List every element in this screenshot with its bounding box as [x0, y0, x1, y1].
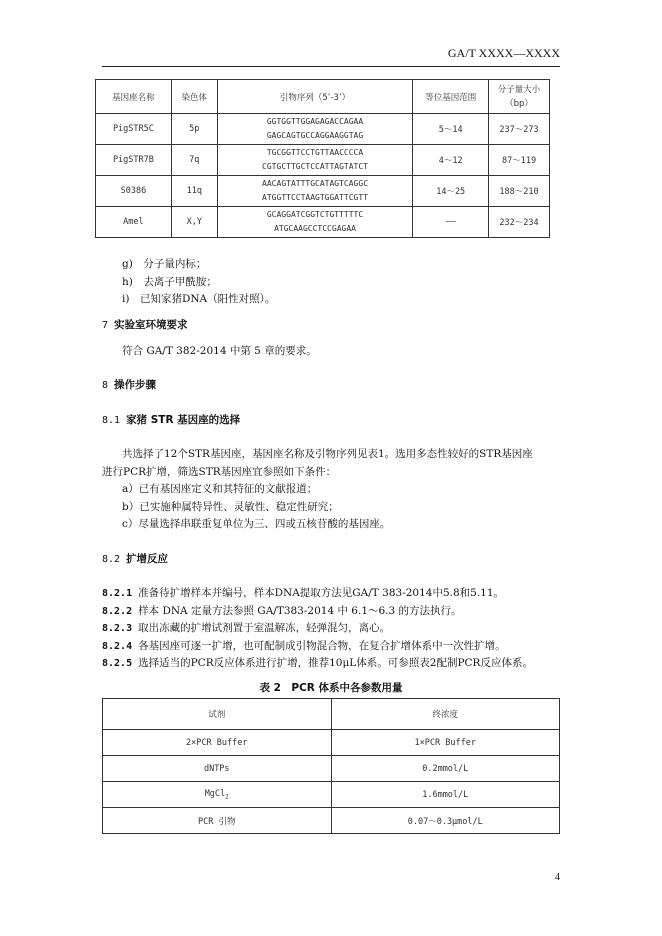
primer-reverse: ATGCAAGCCTCCGAGAA: [274, 224, 356, 233]
col-header-allele-range: 等位基因范围: [413, 80, 489, 114]
list-item: i) 已知家猪DNA（阳性对照）。: [122, 293, 276, 305]
subsection-heading: [102, 552, 168, 567]
list-item: b）已实施种属特异性、灵敏性、稳定性研究；: [122, 501, 339, 513]
step-text: 样本 DNA 定量方法参照 GA/T383-2014 中 6.1～6.3 的方法执行。: [138, 605, 462, 617]
section-number: 7: [102, 320, 109, 331]
primer-forward: GGTGGTTGGAGAGACCAGAA: [266, 117, 364, 126]
primer-table: [95, 79, 550, 238]
step-item: [102, 656, 533, 671]
col-header-reagent: 试剂: [103, 699, 332, 730]
step-text: 选择适当的PCR反应体系进行扩增，推荐10μL体系。可参照表2配制PCR反应体系。: [138, 657, 533, 669]
paragraph: 进行PCR扩增，筛选STR基因座宜参照如下条件：: [102, 466, 337, 478]
concentration-cell: 0.2mmol/L: [331, 756, 560, 782]
size-cell: 232～234: [489, 207, 550, 238]
table-row: [103, 808, 560, 834]
reagent-cell: [103, 782, 332, 808]
header-rule: [102, 66, 560, 67]
table-row: [103, 730, 560, 756]
col-header-chromosome: 染色体: [171, 80, 217, 114]
doc-code: GA/T XXXX—XXXX: [447, 46, 560, 60]
chromosome-cell: X,Y: [171, 207, 217, 238]
paragraph: 共选择了12个STR基因座，基因座名称及引物序列见表1。选用多态性较好的STR基因座: [122, 448, 533, 460]
step-item: [102, 586, 504, 601]
concentration-cell: 1.6mmol/L: [331, 782, 560, 808]
step-number: 8.2.5: [102, 658, 133, 669]
step-number: 8.2.2: [102, 606, 133, 617]
pcr-parameter-table: [102, 698, 560, 834]
locus-cell: PigSTR5C: [96, 114, 172, 145]
allele-range-cell: 14～25: [413, 176, 489, 207]
list-item: h) 去离子甲酰胺；: [122, 276, 217, 288]
step-item: [102, 604, 462, 619]
primer-reverse: ATGGTTCCTAAGTGGATTCGTT: [262, 193, 369, 202]
reagent-name: MgCl: [204, 788, 226, 799]
primer-forward: TGCGGTTCCTGTTAACCCCA: [266, 148, 364, 157]
chromosome-cell: 5p: [171, 114, 217, 145]
section-number: 8.2: [102, 554, 121, 565]
section-number: 8: [102, 380, 109, 391]
section-heading: [102, 378, 156, 393]
primer-cell: [217, 114, 413, 145]
col-header-primer: 引物序列（5’-3’）: [217, 80, 413, 114]
allele-range-cell: 5～14: [413, 114, 489, 145]
primer-cell: [217, 176, 413, 207]
table-row: [96, 207, 550, 238]
reagent-subscript: 2: [225, 793, 229, 801]
allele-range-cell: ——: [413, 207, 489, 238]
table-row: [96, 114, 550, 145]
table-row: [103, 782, 560, 808]
col-header-locus: 基因座名称: [96, 80, 172, 114]
step-number: 8.2.4: [102, 641, 133, 652]
primer-reverse: CGTGCTTGCTCCATTAGTATCT: [262, 162, 369, 171]
col-header-concentration: 终浓度: [331, 699, 560, 730]
locus-cell: S0386: [96, 176, 172, 207]
section-title: 家猪 STR 基因座的选择: [126, 414, 241, 426]
table-row: [96, 176, 550, 207]
table-row: [96, 145, 550, 176]
allele-range-cell: 4～12: [413, 145, 489, 176]
size-cell: 237～273: [489, 114, 550, 145]
table-header-row: [103, 699, 560, 730]
reagent-cell: PCR 引物: [103, 808, 332, 834]
primer-cell: [217, 145, 413, 176]
concentration-cell: 0.07～0.3μmol/L: [331, 808, 560, 834]
page-number: 4: [555, 872, 560, 883]
step-text: 各基因座可逐一扩增，也可配制成引物混合物，在复合扩增体系中一次性扩增。: [138, 640, 506, 652]
paragraph: 符合 GA/T 382-2014 中第 5 章的要求。: [122, 345, 317, 357]
primer-forward: GCAGGATCGGTCTGTTTTTC: [266, 210, 364, 219]
reagent-cell: 2×PCR Buffer: [103, 730, 332, 756]
chromosome-cell: 7q: [171, 145, 217, 176]
section-title: 扩增反应: [126, 553, 169, 565]
section-title: 操作步骤: [114, 379, 157, 391]
reagent-cell: dNTPs: [103, 756, 332, 782]
chromosome-cell: 11q: [171, 176, 217, 207]
list-item: a）已有基因座定义和其特征的文献报道；: [122, 483, 318, 495]
step-item: [102, 621, 390, 636]
locus-cell: Amel: [96, 207, 172, 238]
primer-forward: AACAGTATTTGCATAGTCAGGC: [262, 179, 369, 188]
subsection-heading: [102, 413, 240, 428]
locus-cell: PigSTR7B: [96, 145, 172, 176]
step-item: [102, 639, 506, 654]
size-cell: 87～119: [489, 145, 550, 176]
table-header-row: [96, 80, 550, 114]
primer-reverse: GAGCAGTGCCAGGAAGGTAG: [266, 131, 364, 140]
primer-cell: [217, 207, 413, 238]
col-header-size: 分子量大小（bp）: [489, 80, 550, 114]
table-row: [103, 756, 560, 782]
list-item: g) 分子量内标；: [122, 258, 207, 270]
section-title: 实验室环境要求: [114, 319, 188, 331]
concentration-cell: 1×PCR Buffer: [331, 730, 560, 756]
step-number: 8.2.1: [102, 588, 133, 599]
section-heading: [102, 318, 188, 333]
step-text: 准备待扩增样本并编号，样本DNA提取方法见GA/T 383-2014中5.8和5.11。: [138, 587, 505, 599]
size-cell: 188～210: [489, 176, 550, 207]
list-item: c）尽量选择串联重复单位为三、四或五核苷酸的基因座。: [122, 518, 391, 530]
step-text: 取出冻藏的扩增试剂置于室温解冻，轻弹混匀，离心。: [138, 622, 391, 634]
section-number: 8.1: [102, 415, 121, 426]
table-caption: 表 2 PCR 体系中各参数用量: [259, 682, 403, 694]
step-number: 8.2.3: [102, 623, 133, 634]
